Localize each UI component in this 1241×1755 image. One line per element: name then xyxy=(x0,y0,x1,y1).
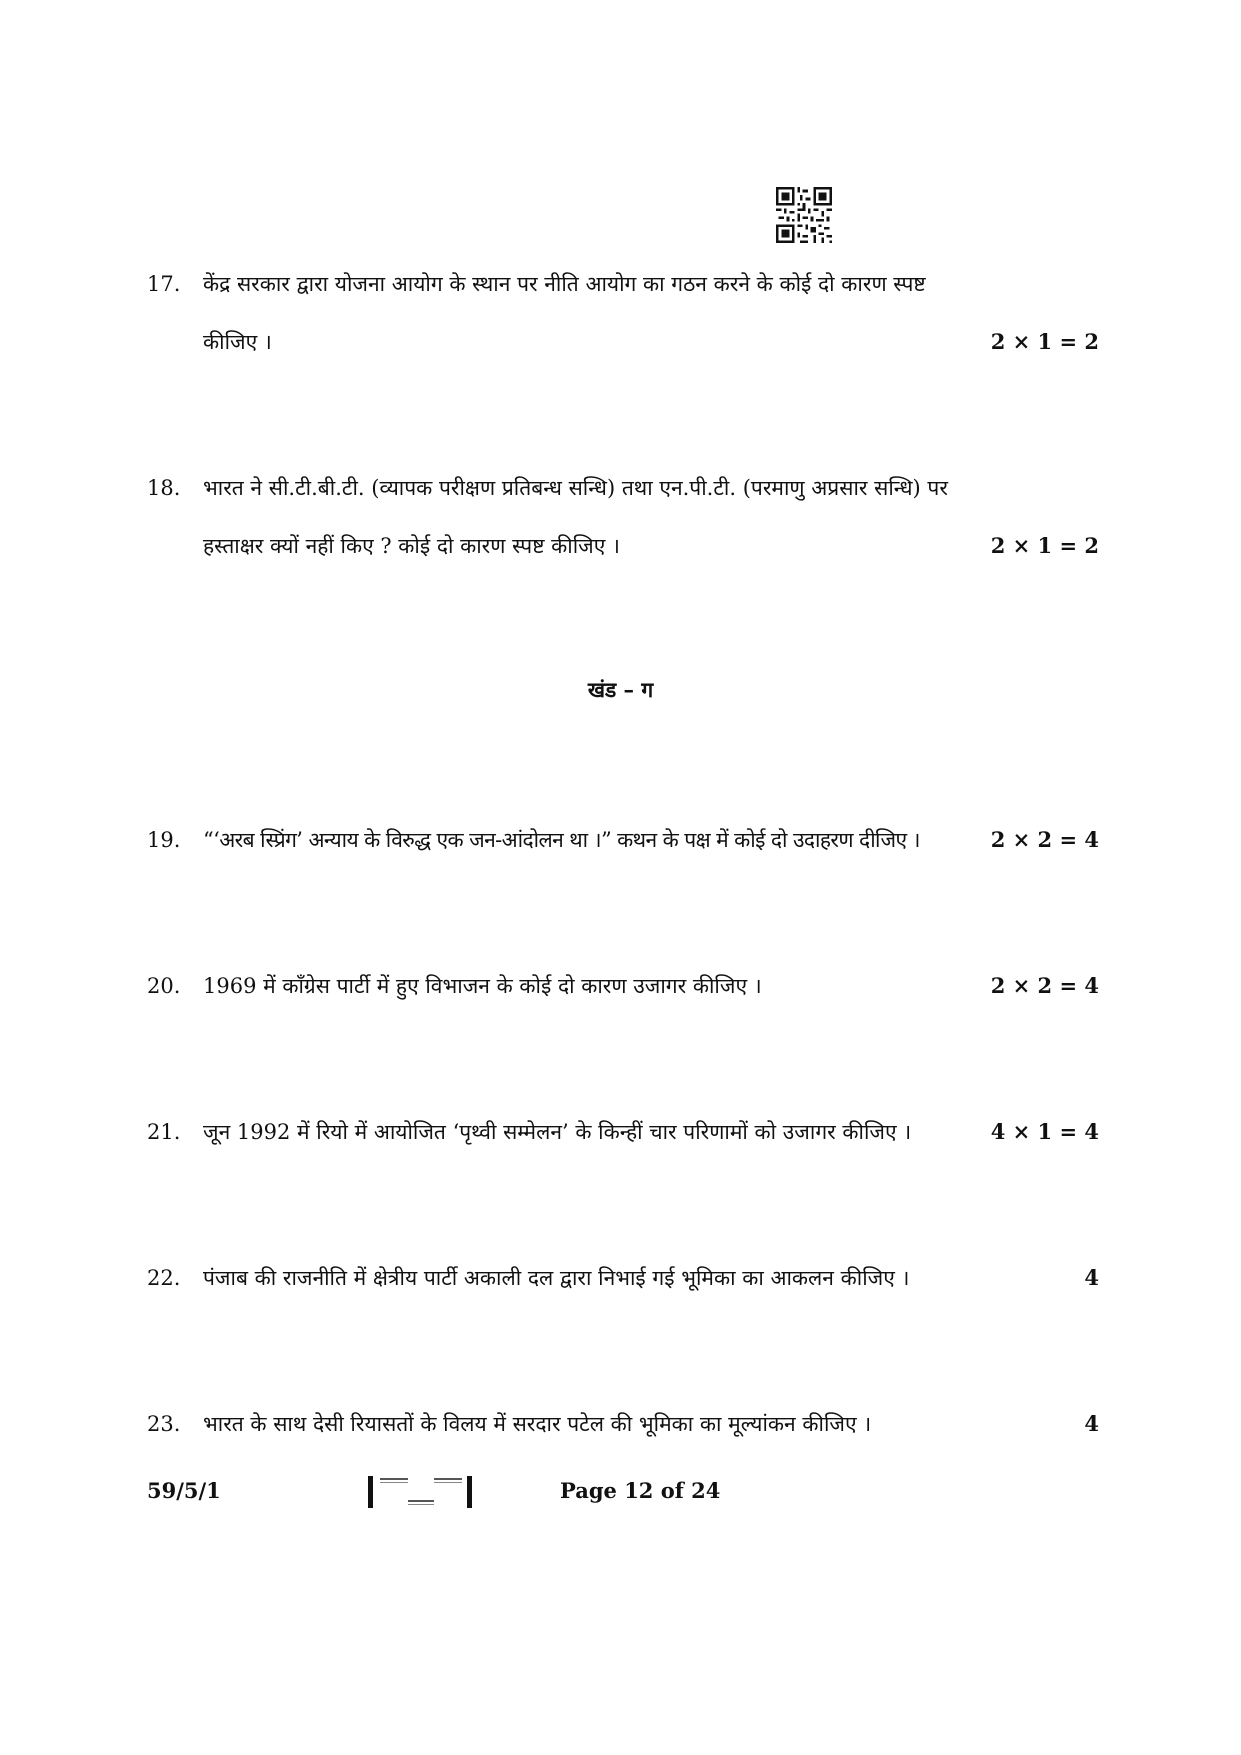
question-number: 18. xyxy=(147,476,181,500)
section-title: खंड – ग xyxy=(587,677,654,702)
question-text-line-1: केंद्र सरकार द्वारा योजना आयोग के स्थान पर नीति आयोग का गठन करने के कोई दो कारण स्पष्ट xyxy=(203,272,926,296)
question-marks: 4 xyxy=(1084,1265,1099,1290)
question-number: 19. xyxy=(147,828,181,852)
question-text-line-1: भारत ने सी.टी.बी.टी. (व्यापक परीक्षण प्रतिबन्ध सन्धि) तथा एन.पी.टी. (परमाणु अप्रसार सन्धि) पर xyxy=(203,476,948,500)
question-marks: 4 xyxy=(1084,1411,1099,1436)
page-number: Page 12 of 24 xyxy=(560,1478,721,1503)
question-text: “‘अरब स्प्रिंग’ अन्याय के विरुद्ध एक जन-आंदोलन था ।” कथन के पक्ष में कोई दो उदाहरण दीजिए । xyxy=(203,828,920,852)
barcode-icon xyxy=(368,1474,472,1508)
question-marks: 4 × 1 = 4 xyxy=(990,1119,1099,1144)
question-marks: 2 × 2 = 4 xyxy=(990,973,1099,998)
paper-code: 59/5/1 xyxy=(147,1478,221,1503)
question-marks: 2 × 1 = 2 xyxy=(990,533,1099,558)
question-number: 23. xyxy=(147,1412,181,1436)
question-text: जून 1992 में रियो में आयोजित ‘पृथ्वी सम्मेलन’ के किन्हीं चार परिणामों को उजागर कीजिए । xyxy=(203,1120,912,1144)
qr-code-icon xyxy=(776,187,832,243)
question-number: 20. xyxy=(147,974,181,998)
question-number: 22. xyxy=(147,1266,181,1290)
question-marks: 2 × 2 = 4 xyxy=(990,827,1099,852)
question-text-line-2: हस्ताक्षर क्यों नहीं किए ? कोई दो कारण स्पष्ट कीजिए । xyxy=(203,534,620,558)
question-text-line-2: कीजिए । xyxy=(203,330,272,354)
question-text: 1969 में काँग्रेस पार्टी में हुए विभाजन के कोई दो कारण उजागर कीजिए । xyxy=(203,974,762,998)
question-number: 17. xyxy=(147,272,181,296)
question-number: 21. xyxy=(147,1120,181,1144)
question-text: पंजाब की राजनीति में क्षेत्रीय पार्टी अकाली दल द्वारा निभाई गई भूमिका का आकलन कीजिए । xyxy=(203,1266,910,1290)
question-text: भारत के साथ देसी रियासतों के विलय में सरदार पटेल की भूमिका का मूल्यांकन कीजिए । xyxy=(203,1412,872,1436)
question-marks: 2 × 1 = 2 xyxy=(990,329,1099,354)
